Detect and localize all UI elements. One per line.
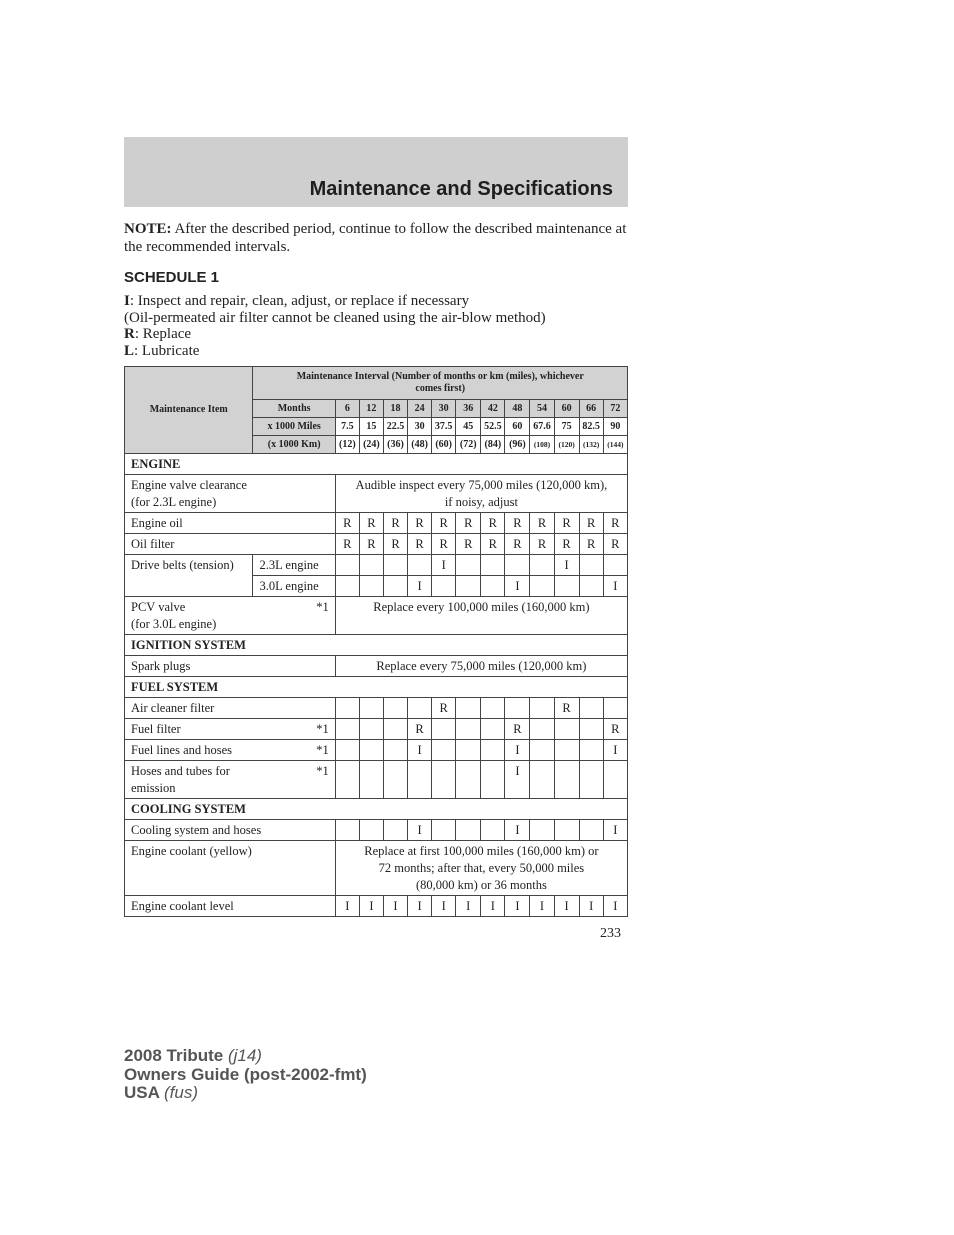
interval-mark-cell bbox=[554, 820, 579, 841]
interval-mark-cell bbox=[335, 576, 359, 597]
interval-months-cell: 54 bbox=[530, 400, 554, 418]
interval-mark-cell bbox=[335, 698, 359, 719]
footer bbox=[124, 1047, 367, 1103]
interval-mark-cell: I bbox=[408, 820, 432, 841]
interval-mark-cell bbox=[432, 740, 456, 761]
interval-km-cell: (36) bbox=[383, 436, 407, 454]
interval-mark-cell bbox=[579, 820, 603, 841]
miles-label: x 1000 Miles bbox=[253, 418, 335, 436]
interval-mark-cell bbox=[530, 719, 554, 740]
interval-mark-cell: I bbox=[408, 740, 432, 761]
interval-mark-cell bbox=[603, 761, 627, 799]
interval-mark-cell: I bbox=[359, 896, 383, 917]
interval-mark-cell bbox=[432, 761, 456, 799]
interval-mark-cell: R bbox=[603, 534, 627, 555]
interval-mark-cell: I bbox=[505, 761, 530, 799]
interval-mark-cell: I bbox=[554, 555, 579, 576]
interval-mark-cell: I bbox=[432, 555, 456, 576]
interval-months-cell: 24 bbox=[408, 400, 432, 418]
interval-mark-cell bbox=[359, 698, 383, 719]
interval-mark-cell bbox=[383, 820, 407, 841]
row-label-oil-filter: Oil filter bbox=[125, 534, 336, 555]
interval-mark-cell bbox=[359, 719, 383, 740]
interval-mark-cell: R bbox=[408, 719, 432, 740]
interval-mark-cell: I bbox=[505, 740, 530, 761]
interval-mark-cell bbox=[383, 719, 407, 740]
interval-miles-cell: 90 bbox=[603, 418, 627, 436]
schedule-title: SCHEDULE 1 bbox=[124, 269, 220, 286]
legend bbox=[124, 293, 644, 359]
interval-mark-cell bbox=[335, 719, 359, 740]
interval-mark-cell: I bbox=[335, 896, 359, 917]
interval-months-cell: 60 bbox=[554, 400, 579, 418]
interval-km-cell: (132) bbox=[579, 436, 603, 454]
interval-months-cell: 48 bbox=[505, 400, 530, 418]
interval-km-cell: (144) bbox=[603, 436, 627, 454]
valve-clearance-note: Audible inspect every 75,000 miles (120,000 km), if noisy, adjust bbox=[335, 475, 627, 513]
interval-mark-cell: I bbox=[432, 896, 456, 917]
interval-km-cell: (60) bbox=[432, 436, 456, 454]
row-label-fuel-lines: Fuel lines and hoses *1 bbox=[125, 740, 336, 761]
interval-mark-cell: R bbox=[530, 513, 554, 534]
interval-miles-cell: 82.5 bbox=[579, 418, 603, 436]
months-label: Months bbox=[253, 400, 335, 418]
interval-miles-cell: 52.5 bbox=[481, 418, 505, 436]
interval-mark-cell bbox=[456, 820, 481, 841]
interval-header: Maintenance Interval (Number of months or km (miles), whichever comes first) bbox=[253, 367, 628, 400]
interval-mark-cell bbox=[481, 820, 505, 841]
row-sublabel-23l: 2.3L engine bbox=[253, 555, 335, 576]
interval-mark-cell bbox=[481, 740, 505, 761]
interval-mark-cell bbox=[359, 740, 383, 761]
interval-mark-cell: R bbox=[505, 513, 530, 534]
interval-mark-cell bbox=[383, 761, 407, 799]
interval-months-cell: 6 bbox=[335, 400, 359, 418]
interval-mark-cell bbox=[530, 555, 554, 576]
interval-km-cell: (84) bbox=[481, 436, 505, 454]
page-number: 233 bbox=[600, 926, 621, 941]
interval-mark-cell bbox=[481, 698, 505, 719]
footer-line: Owners Guide (post-2002-fmt) bbox=[124, 1064, 367, 1084]
interval-mark-cell bbox=[530, 740, 554, 761]
interval-km-cell: (108) bbox=[530, 436, 554, 454]
interval-mark-cell: I bbox=[456, 896, 481, 917]
section-cooling: COOLING SYSTEM bbox=[125, 799, 628, 820]
interval-mark-cell bbox=[408, 761, 432, 799]
interval-mark-cell bbox=[603, 555, 627, 576]
section-ignition: IGNITION SYSTEM bbox=[125, 635, 628, 656]
interval-mark-cell: I bbox=[481, 896, 505, 917]
interval-miles-cell: 37.5 bbox=[432, 418, 456, 436]
interval-months-cell: 72 bbox=[603, 400, 627, 418]
interval-mark-cell: I bbox=[408, 896, 432, 917]
interval-mark-cell: R bbox=[505, 534, 530, 555]
row-label-pcv-valve: PCV valve *1 (for 3.0L engine) bbox=[125, 597, 336, 635]
interval-mark-cell: I bbox=[554, 896, 579, 917]
interval-mark-cell bbox=[579, 761, 603, 799]
pcv-valve-note: Replace every 100,000 miles (160,000 km) bbox=[335, 597, 627, 635]
km-label: (x 1000 Km) bbox=[253, 436, 335, 454]
interval-mark-cell: R bbox=[432, 698, 456, 719]
interval-mark-cell bbox=[530, 761, 554, 799]
interval-mark-cell bbox=[383, 555, 407, 576]
row-sublabel-30l: 3.0L engine bbox=[253, 576, 335, 597]
interval-mark-cell bbox=[456, 576, 481, 597]
interval-mark-cell bbox=[579, 719, 603, 740]
interval-mark-cell bbox=[456, 719, 481, 740]
note-text: After the described period, continue to follow the described maintenance at the recommended intervals. bbox=[124, 221, 627, 255]
maintenance-table bbox=[124, 366, 628, 917]
interval-mark-cell bbox=[456, 740, 481, 761]
interval-mark-cell bbox=[359, 555, 383, 576]
interval-mark-cell bbox=[481, 719, 505, 740]
interval-mark-cell bbox=[530, 820, 554, 841]
interval-miles-cell: 75 bbox=[554, 418, 579, 436]
interval-mark-cell: I bbox=[505, 820, 530, 841]
spark-plugs-note: Replace every 75,000 miles (120,000 km) bbox=[335, 656, 627, 677]
interval-miles-cell: 60 bbox=[505, 418, 530, 436]
interval-mark-cell: I bbox=[383, 896, 407, 917]
row-label-hoses-tubes: Hoses and tubes for *1 emission bbox=[125, 761, 336, 799]
interval-mark-cell bbox=[383, 740, 407, 761]
interval-km-cell: (120) bbox=[554, 436, 579, 454]
interval-mark-cell bbox=[481, 555, 505, 576]
interval-mark-cell bbox=[505, 698, 530, 719]
row-label-fuel-filter: Fuel filter *1 bbox=[125, 719, 336, 740]
interval-mark-cell bbox=[456, 761, 481, 799]
interval-km-cell: (24) bbox=[359, 436, 383, 454]
interval-mark-cell: R bbox=[335, 513, 359, 534]
interval-mark-cell bbox=[579, 740, 603, 761]
interval-mark-cell: R bbox=[456, 513, 481, 534]
interval-mark-cell: R bbox=[359, 513, 383, 534]
interval-miles-cell: 7.5 bbox=[335, 418, 359, 436]
section-title: Maintenance and Specifications bbox=[309, 178, 613, 200]
interval-mark-cell: R bbox=[579, 513, 603, 534]
interval-km-cell: (12) bbox=[335, 436, 359, 454]
legend-item: I: Inspect and repair, clean, adjust, or replace if necessary bbox=[124, 293, 470, 309]
interval-mark-cell: I bbox=[603, 740, 627, 761]
interval-miles-cell: 22.5 bbox=[383, 418, 407, 436]
interval-mark-cell: R bbox=[383, 513, 407, 534]
interval-miles-cell: 67.6 bbox=[530, 418, 554, 436]
interval-mark-cell bbox=[603, 698, 627, 719]
row-label-engine-oil: Engine oil bbox=[125, 513, 336, 534]
interval-mark-cell bbox=[554, 576, 579, 597]
row-label-drive-belts: Drive belts (tension) bbox=[125, 555, 253, 597]
row-label-engine-coolant: Engine coolant (yellow) bbox=[125, 841, 336, 896]
interval-km-cell: (48) bbox=[408, 436, 432, 454]
interval-mark-cell: R bbox=[432, 513, 456, 534]
note-paragraph bbox=[124, 220, 628, 256]
interval-mark-cell bbox=[335, 820, 359, 841]
legend-item: L: Lubricate bbox=[124, 342, 200, 359]
legend-item: (Oil-permeated air filter cannot be cleaned using the air-blow method) bbox=[124, 309, 546, 326]
interval-mark-cell bbox=[383, 576, 407, 597]
row-label-coolant-level: Engine coolant level bbox=[125, 896, 336, 917]
legend-item: R: Replace bbox=[124, 326, 192, 342]
interval-mark-cell: R bbox=[505, 719, 530, 740]
interval-mark-cell: R bbox=[481, 513, 505, 534]
interval-mark-cell bbox=[335, 555, 359, 576]
interval-mark-cell bbox=[408, 555, 432, 576]
interval-mark-cell: I bbox=[530, 896, 554, 917]
interval-months-cell: 66 bbox=[579, 400, 603, 418]
row-label-cooling-system: Cooling system and hoses bbox=[125, 820, 336, 841]
interval-mark-cell bbox=[456, 555, 481, 576]
interval-mark-cell bbox=[432, 820, 456, 841]
interval-mark-cell bbox=[481, 761, 505, 799]
interval-mark-cell bbox=[554, 761, 579, 799]
interval-mark-cell bbox=[554, 719, 579, 740]
interval-mark-cell bbox=[383, 698, 407, 719]
interval-mark-cell: I bbox=[603, 896, 627, 917]
interval-mark-cell: R bbox=[554, 513, 579, 534]
interval-months-cell: 30 bbox=[432, 400, 456, 418]
interval-mark-cell bbox=[359, 576, 383, 597]
interval-mark-cell bbox=[579, 698, 603, 719]
interval-months-cell: 12 bbox=[359, 400, 383, 418]
section-fuel: FUEL SYSTEM bbox=[125, 677, 628, 698]
interval-miles-cell: 45 bbox=[456, 418, 481, 436]
interval-mark-cell bbox=[505, 555, 530, 576]
interval-mark-cell: R bbox=[432, 534, 456, 555]
section-header-bar bbox=[124, 137, 628, 207]
interval-mark-cell bbox=[530, 698, 554, 719]
interval-mark-cell bbox=[335, 740, 359, 761]
interval-miles-cell: 30 bbox=[408, 418, 432, 436]
interval-mark-cell bbox=[530, 576, 554, 597]
interval-mark-cell bbox=[554, 740, 579, 761]
interval-mark-cell: I bbox=[408, 576, 432, 597]
interval-months-cell: 18 bbox=[383, 400, 407, 418]
interval-mark-cell: R bbox=[359, 534, 383, 555]
interval-mark-cell: R bbox=[456, 534, 481, 555]
row-label-air-cleaner: Air cleaner filter bbox=[125, 698, 336, 719]
interval-mark-cell bbox=[579, 576, 603, 597]
row-label-valve-clearance: Engine valve clearance (for 2.3L engine) bbox=[125, 475, 336, 513]
interval-mark-cell: R bbox=[554, 534, 579, 555]
interval-mark-cell: R bbox=[335, 534, 359, 555]
footer-line: 2008 Tribute (j14) bbox=[124, 1046, 262, 1065]
maintenance-item-header: Maintenance Item bbox=[125, 367, 253, 454]
row-label-spark-plugs: Spark plugs bbox=[125, 656, 336, 677]
interval-km-cell: (72) bbox=[456, 436, 481, 454]
interval-mark-cell bbox=[359, 820, 383, 841]
interval-mark-cell: R bbox=[481, 534, 505, 555]
interval-mark-cell: R bbox=[408, 534, 432, 555]
interval-mark-cell: R bbox=[603, 513, 627, 534]
interval-mark-cell: R bbox=[554, 698, 579, 719]
interval-mark-cell: I bbox=[603, 820, 627, 841]
interval-mark-cell: R bbox=[408, 513, 432, 534]
interval-miles-cell: 15 bbox=[359, 418, 383, 436]
interval-mark-cell: R bbox=[383, 534, 407, 555]
interval-months-cell: 36 bbox=[456, 400, 481, 418]
interval-mark-cell bbox=[432, 719, 456, 740]
interval-mark-cell: R bbox=[579, 534, 603, 555]
interval-km-cell: (96) bbox=[505, 436, 530, 454]
interval-mark-cell bbox=[481, 576, 505, 597]
interval-mark-cell: I bbox=[505, 896, 530, 917]
interval-mark-cell: R bbox=[603, 719, 627, 740]
section-engine: ENGINE bbox=[125, 454, 628, 475]
interval-months-cell: 42 bbox=[481, 400, 505, 418]
interval-mark-cell bbox=[579, 555, 603, 576]
interval-mark-cell: I bbox=[603, 576, 627, 597]
footer-line: USA (fus) bbox=[124, 1083, 198, 1102]
interval-mark-cell bbox=[335, 761, 359, 799]
interval-mark-cell bbox=[432, 576, 456, 597]
engine-coolant-note: Replace at first 100,000 miles (160,000 km) or 72 months; after that, every 50,000 miles (80,000 km) or 36 months bbox=[335, 841, 627, 896]
interval-mark-cell: R bbox=[530, 534, 554, 555]
interval-mark-cell bbox=[359, 761, 383, 799]
note-label: NOTE: bbox=[124, 221, 172, 237]
interval-mark-cell bbox=[456, 698, 481, 719]
interval-mark-cell: I bbox=[579, 896, 603, 917]
interval-mark-cell bbox=[408, 698, 432, 719]
interval-mark-cell: I bbox=[505, 576, 530, 597]
